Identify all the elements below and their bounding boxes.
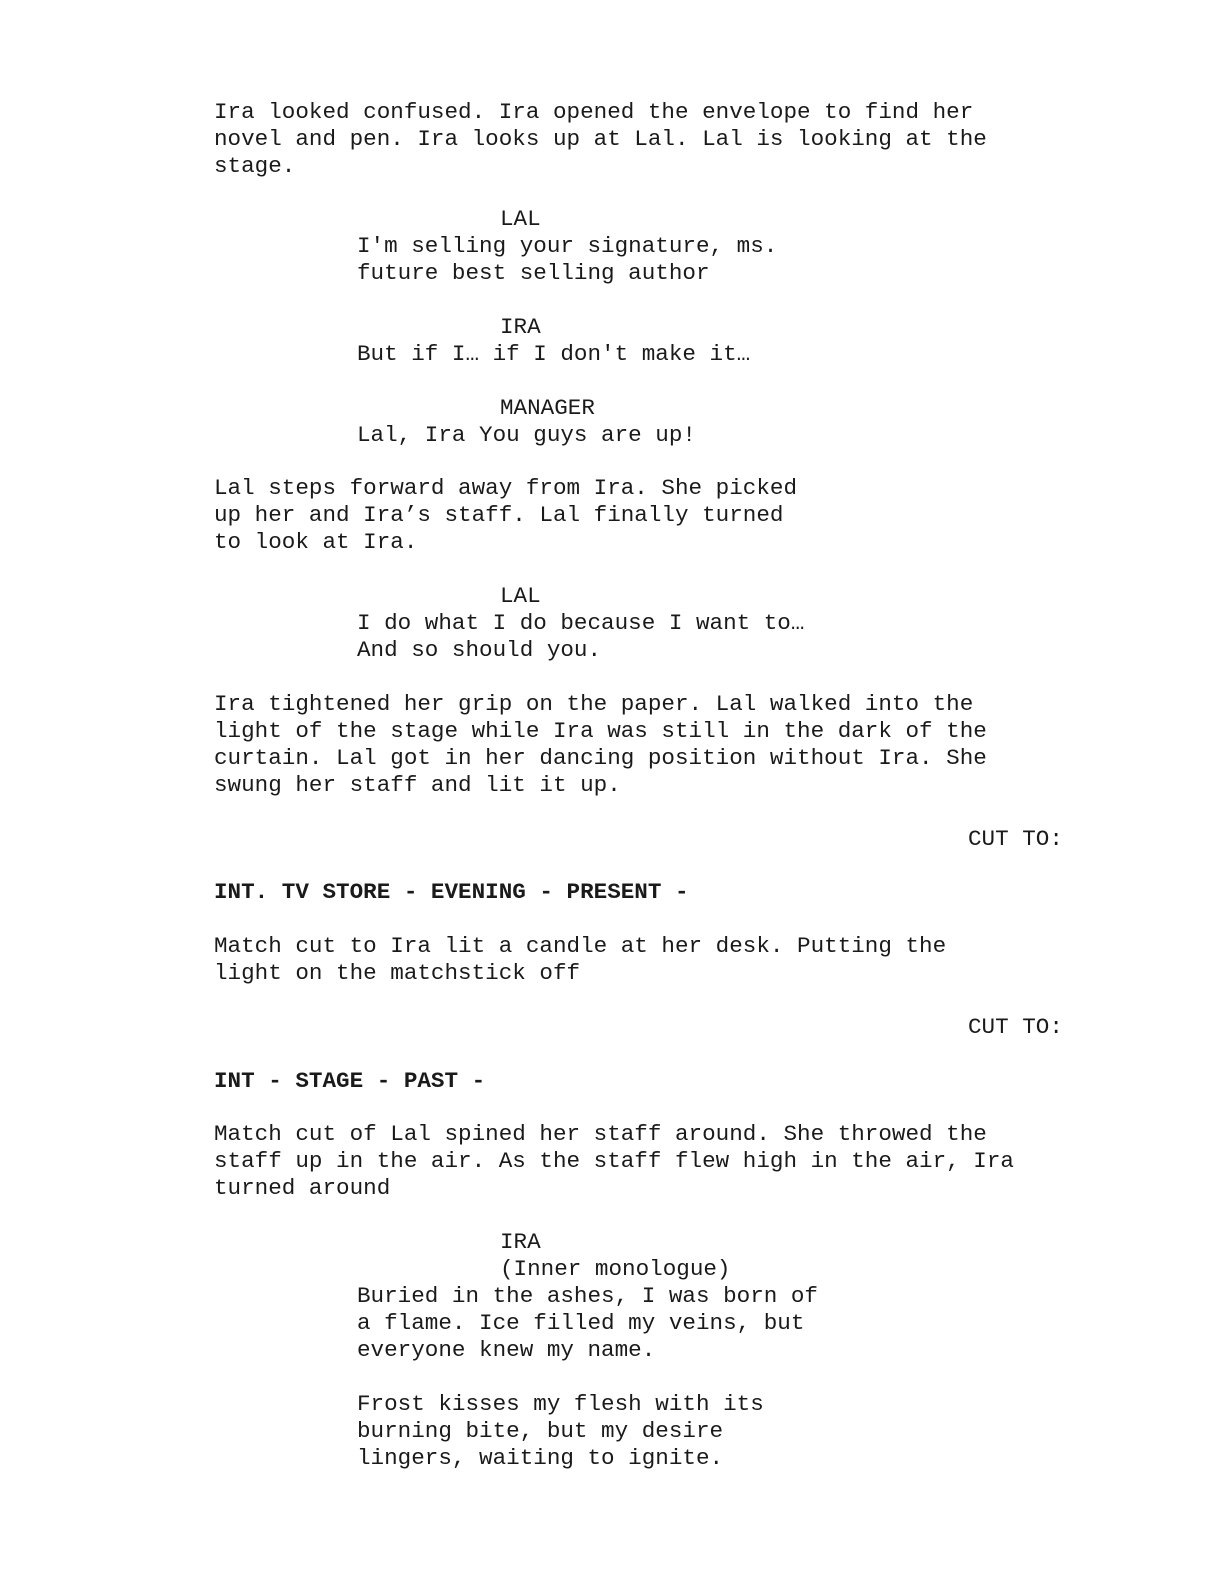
dialogue-line: Lal, Ira You guys are up! [357, 422, 696, 448]
character-name: LAL [500, 583, 541, 609]
action-line: novel and pen. Ira looks up at Lal. Lal is looking at the [214, 126, 987, 152]
dialogue-line: Buried in the ashes, I was born of [357, 1283, 818, 1309]
dialogue-line: I'm selling your signature, ms. [357, 233, 778, 259]
transition: CUT TO: [968, 826, 1063, 852]
action-line: staff up in the air. As the staff flew high in the air, Ira [214, 1148, 1014, 1174]
action-line: stage. [214, 153, 296, 179]
scene-heading: INT - STAGE - PAST - [214, 1068, 486, 1094]
dialogue-line: And so should you. [357, 637, 602, 663]
action-line: Match cut to Ira lit a candle at her desk. Putting the [214, 933, 947, 959]
scene-heading: INT. TV STORE - EVENING - PRESENT - [214, 879, 689, 905]
dialogue-line: Frost kisses my flesh with its [357, 1391, 764, 1417]
action-line: Ira tightened her grip on the paper. Lal walked into the [214, 691, 974, 717]
character-name: IRA [500, 1229, 541, 1255]
dialogue-line: burning bite, but my desire [357, 1418, 724, 1444]
transition: CUT TO: [968, 1014, 1063, 1040]
action-line: swung her staff and lit it up. [214, 772, 621, 798]
dialogue-line: lingers, waiting to ignite. [357, 1445, 724, 1471]
action-line: to look at Ira. [214, 529, 418, 555]
action-line: light of the stage while Ira was still in the dark of the [214, 718, 987, 744]
action-line: Match cut of Lal spined her staff around. She throwed the [214, 1121, 987, 1147]
character-name: MANAGER [500, 395, 595, 421]
action-line: up her and Ira’s staff. Lal finally turned [214, 502, 784, 528]
action-line: turned around [214, 1175, 391, 1201]
dialogue-line: everyone knew my name. [357, 1337, 656, 1363]
dialogue-line: But if I… if I don't make it… [357, 341, 751, 367]
dialogue-line: a flame. Ice filled my veins, but [357, 1310, 805, 1336]
character-name: IRA [500, 314, 541, 340]
action-line: Ira looked confused. Ira opened the envelope to find her [214, 99, 974, 125]
parenthetical: (Inner monologue) [500, 1256, 731, 1282]
dialogue-line: future best selling author [357, 260, 710, 286]
character-name: LAL [500, 206, 541, 232]
action-line: Lal steps forward away from Ira. She picked [214, 475, 798, 501]
action-line: curtain. Lal got in her dancing position without Ira. She [214, 745, 987, 771]
dialogue-line: I do what I do because I want to… [357, 610, 805, 636]
action-line: light on the matchstick off [214, 960, 581, 986]
